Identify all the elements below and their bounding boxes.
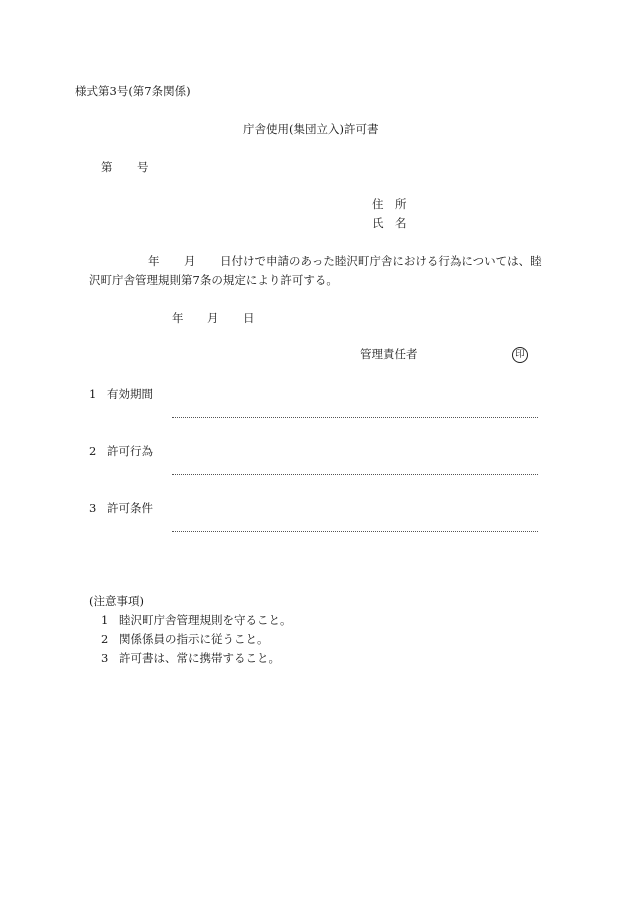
item-3-label: 許可条件 — [107, 501, 153, 515]
document-number-dai: 第 — [101, 160, 113, 174]
address-label: 住 所 — [372, 197, 407, 211]
note-2-number: 2 — [101, 632, 109, 646]
body-line-2: 沢町庁舎管理規則第7条の規定により許可する。 — [89, 273, 338, 287]
note-2-text: 関係係員の指示に従うこと。 — [119, 632, 269, 646]
note-3-number: 3 — [101, 651, 109, 665]
body-month: 月 — [184, 254, 196, 268]
document-title: 庁舎使用(集団立入)許可書 — [243, 122, 379, 136]
date-year: 年 — [172, 311, 184, 325]
item-1-fill-line — [172, 417, 538, 418]
notes-heading: (注意事項) — [89, 594, 144, 608]
note-1-number: 1 — [101, 613, 109, 627]
form-number: 様式第3号(第7条関係) — [75, 84, 191, 98]
item-1-number: 1 — [89, 387, 97, 401]
name-label: 氏 名 — [372, 216, 407, 230]
item-3-fill-line — [172, 531, 538, 532]
seal-mark: 印 — [512, 347, 528, 363]
item-2-fill-line — [172, 474, 538, 475]
item-2-label: 許可行為 — [107, 444, 153, 458]
body-year: 年 — [148, 254, 160, 268]
note-3-text: 許可書は、常に携帯すること。 — [119, 651, 280, 665]
item-3-number: 3 — [89, 501, 97, 515]
date-day: 日 — [243, 311, 255, 325]
date-month: 月 — [207, 311, 219, 325]
manager-label: 管理責任者 — [360, 347, 418, 361]
item-1-label: 有効期間 — [107, 387, 153, 401]
document-number-go: 号 — [137, 160, 149, 174]
body-line-1: 日付けで申請のあった睦沢町庁舎における行為については、睦 — [220, 254, 542, 268]
note-1-text: 睦沢町庁舎管理規則を守ること。 — [119, 613, 292, 627]
item-2-number: 2 — [89, 444, 97, 458]
